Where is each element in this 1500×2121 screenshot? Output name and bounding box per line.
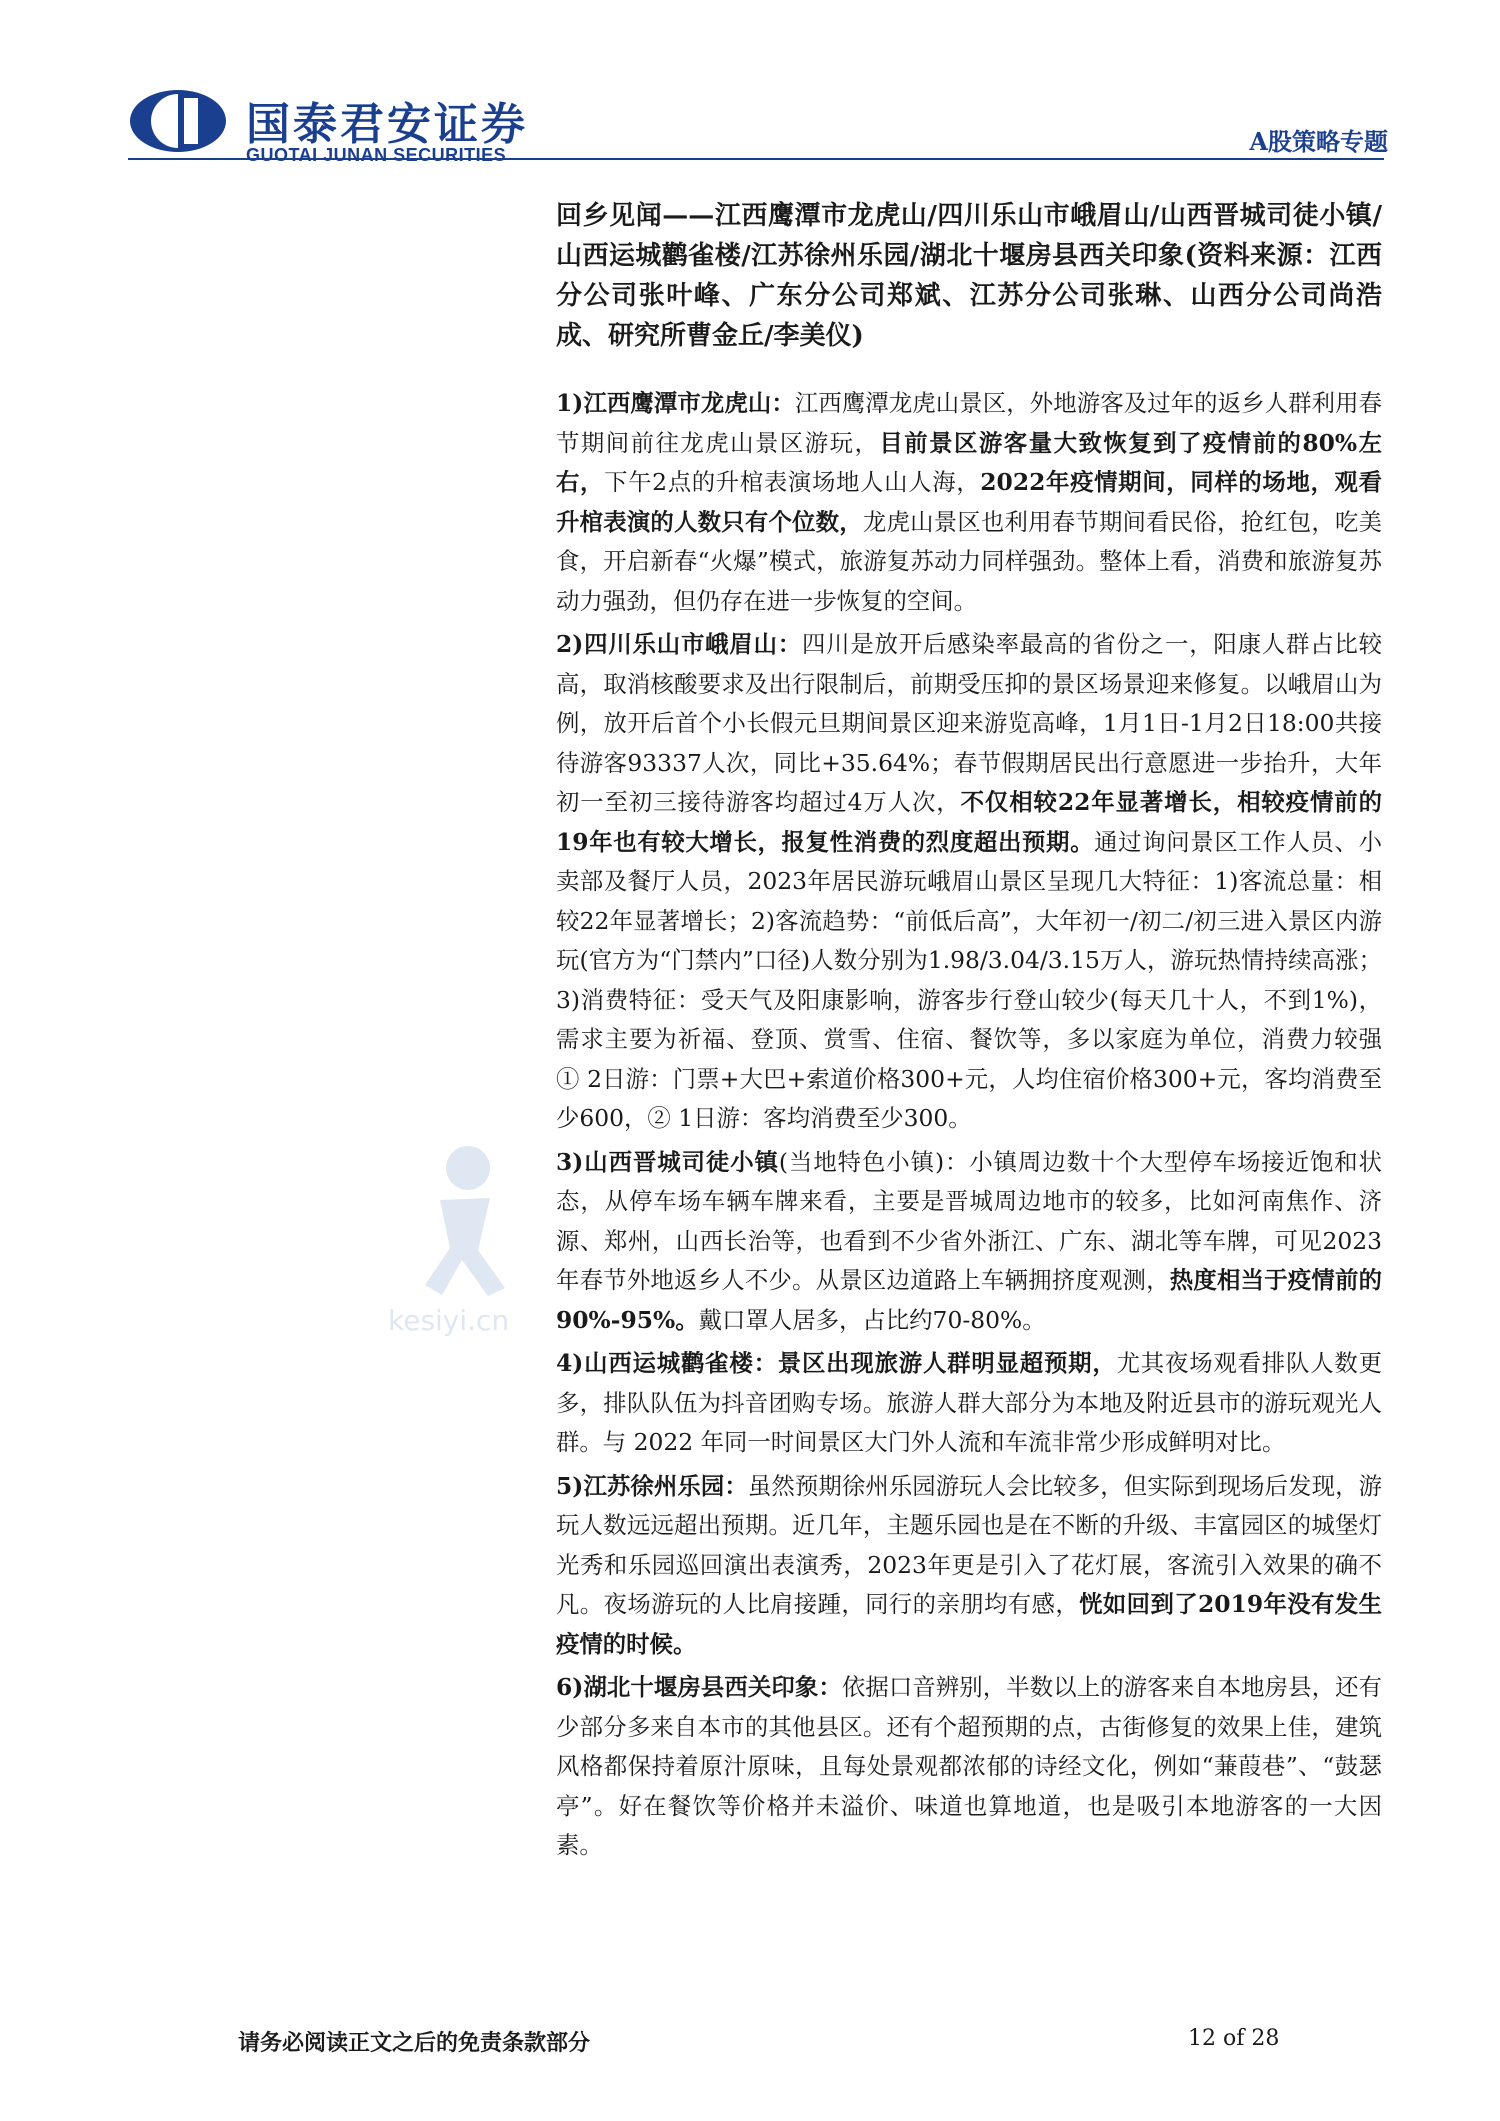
body-text: 四川是放开后感染率最高的省份之一，阳康人群占比较高，取消核酸要求及出行限制后，前期受压抑的景区场景迎来修复。以峨眉山为例，放开后首个小长假元旦期间景区迎来游览高峰，1月1日-1月2日18:00共接待游客93337人次，同比+35.64%；春节假期居民出行意愿进一步抬升，大年初一至初三接待游客均超过4万人次，: [556, 630, 1382, 816]
bold-text: 1)江西鹰潭市龙虎山：: [556, 389, 795, 417]
bold-text: 不仅相较22年显著增长，相较疫情前的19年也有较大增长，报复性消费的烈度超出预期。: [556, 788, 1382, 856]
bold-text: 6)湖北十堰房县西关印象：: [556, 1673, 842, 1701]
report-type: A股策略专题: [1249, 127, 1388, 156]
body-text: 虽然预期徐州乐园游玩人会比较多，但实际到现场后发现，游玩人数远远超出预期。近几年，主题乐园也是在不断的升级、丰富园区的城堡灯光秀和乐园巡回演出表演秀，2023年更是引入了花灯展，客流引入效果的确不凡。夜场游玩的人比肩接踵，同行的亲朋均有感，: [556, 1471, 1383, 1618]
footer-disclaimer: 请务必阅读正文之后的免责条款部分: [238, 2030, 591, 2056]
bold-text: 5)江苏徐州乐园：: [556, 1471, 748, 1500]
bold-text: 目前景区游客量大致恢复到了疫情前的80%左右，: [556, 428, 1383, 496]
paragraph: [556, 625, 1382, 1139]
paragraph: [556, 1467, 1382, 1665]
paragraph: [556, 1668, 1382, 1866]
bold-text: 2022年疫情期间，同样的场地，观看升棺表演的人数只有个位数，: [556, 468, 1382, 536]
body-text: 依据口音辨别，半数以上的游客来自本地房县，还有少部分多来自本市的其他县区。还有个超预期的点，古街修复的效果上佳，建筑风格都保持着原汁原味，且每处景观都浓郁的诗经文化，例如“蒹葭巷”、“鼓瑟亭”。好在餐饮等价格并未溢价、味道也算地道，也是吸引本地游客的一大因素。: [556, 1673, 1383, 1859]
watermark: [380, 1120, 540, 1340]
body-text: 江西鹰潭龙虎山景区，外地游客及过年的返乡人群利用春节期间前往龙虎山景区游玩，: [556, 389, 1383, 457]
body-text: 戴口罩人居多，占比约70-80%。: [698, 1305, 1046, 1334]
company-name-en: GUOTAI JUNAN SECURITIES: [246, 145, 507, 165]
paragraph: [556, 384, 1382, 621]
company-name-cn: 国泰君安证券: [246, 99, 528, 150]
section-title: 回乡见闻——江西鹰潭市龙虎山/四川乐山市峨眉山/山西晋城司徒小镇/山西运城鹳雀楼/江苏徐州乐园/湖北十堰房县西关印象(资料来源：江西分公司张叶峰、广东分公司郑斌、江苏分公司张琳、山西分公司尚浩成、研究所曹金丘/李美仪): [556, 201, 1382, 351]
paragraph-list: [556, 384, 1382, 1866]
body-text: 尤其夜场观看排队人数更多，排队队伍为抖音团购专场。旅游人群大部分为本地及附近县市的游玩观光人群。与 2022 年同一时间景区大门外人流和车流非常少形成鲜明对比。: [556, 1349, 1383, 1456]
header-divider: [128, 158, 1384, 160]
page-number: 12 of 28: [1188, 2026, 1280, 2051]
bold-text: 3)山西晋城司徒小镇: [556, 1147, 779, 1176]
body-text: (当地特色小镇)：小镇周边数十个大型停车场接近饱和状态，从停车场车辆车牌来看，主要是晋城周边地市的较多，比如河南焦作、济源、郑州，山西长治等，也看到不少省外浙江、广东、湖北等车牌，可见2023年春节外地返乡人不少。从景区边道路上车辆拥挤度观测，: [556, 1147, 1383, 1294]
main-content: [556, 196, 1382, 1870]
bold-text: 恍如回到了2019年没有发生疫情的时候。: [556, 1590, 1383, 1658]
bold-text: 4)山西运城鹳雀楼：景区出现旅游人群明显超预期，: [556, 1349, 1117, 1377]
company-logo-icon: [128, 86, 228, 156]
body-text: 下午2点的升棺表演场地人山人海，: [604, 468, 981, 496]
paragraph: [556, 1143, 1382, 1341]
body-text: 通过询问景区工作人员、小卖部及餐厅人员，2023年居民游玩峨眉山景区呈现几大特征：1)客流总量：相较22年显著增长；2)客流趋势：“前低后高”，大年初一/初二/初三进入景区内游玩(官方为“门禁内”口径)人数分别为1.98/3.04/3.15万人，游玩热情持续高涨；3)消费特征：受天气及阳康影响，游客步行登山较少(每天几十人，不到1%)，需求主要为祈福、登顶、赏雪、住宿、餐饮等，多以家庭为单位，消费力较强 ① 2日游：门票+大巴+索道价格300+元，人均住宿价格300+元，客均消费至少600，② 1日游：客均消费至少300。: [556, 827, 1382, 1132]
watermark-text: kesiyi.cn: [388, 1304, 510, 1337]
bold-text: 热度相当于疫情前的90%-95%。: [556, 1266, 1383, 1334]
paragraph: [556, 1344, 1382, 1463]
bold-text: 2)四川乐山市峨眉山：: [556, 630, 802, 658]
body-text: 龙虎山景区也利用春节期间看民俗，抢红包，吃美食，开启新春“火爆”模式，旅游复苏动力同样强劲。整体上看，消费和旅游复苏动力强劲，但仍存在进一步恢复的空间。: [556, 507, 1383, 615]
